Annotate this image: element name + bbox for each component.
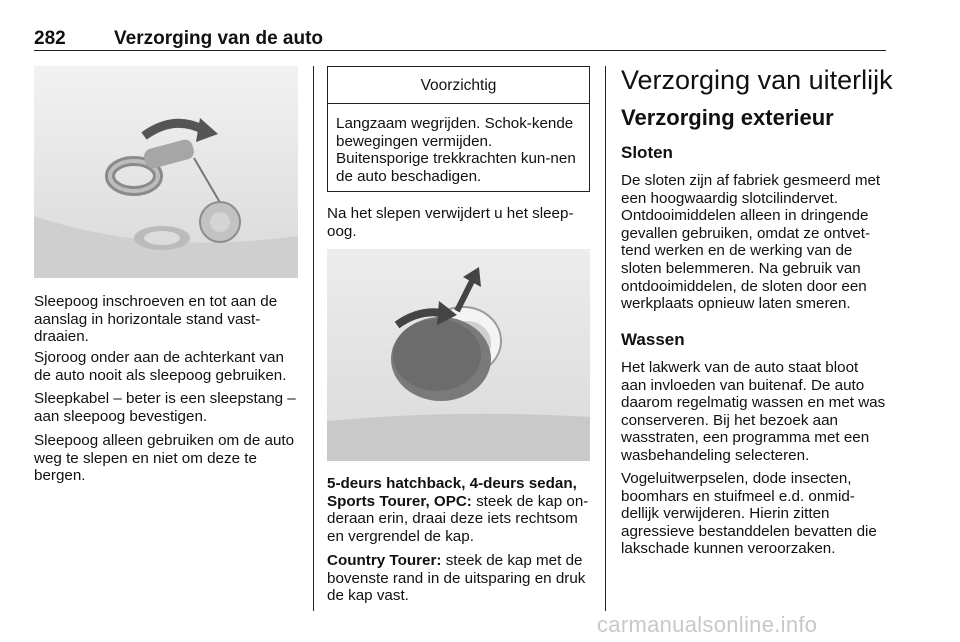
country-tourer-label: Country Tourer: <box>327 552 442 569</box>
hatchback-models-label: 5-deurs hatchback, 4-deurs sedan, Sports Tourer, OPC: <box>327 475 577 510</box>
caution-text: Langzaam wegrijden. Schok-kende bewegingen vermijden. Buitensporige trekkrachten kun-nen de auto beschadigen. <box>336 115 576 185</box>
watermark: carmanualsonline.info <box>597 612 818 637</box>
column-divider-left <box>313 66 314 611</box>
country-tourer-instructions: steek de kap met de bovenste rand in de uitsparing en druk de kap vast. <box>327 552 586 605</box>
paragraph-screw-in: Sleepoog inschroeven en tot aan de aanslag in horizontale stand vast-draaien. <box>34 293 278 346</box>
paragraph-remove-tow-eye: Na het slepen verwijdert u het sleep-oog. <box>327 205 574 240</box>
paragraph-tow-only: Sleepoog alleen gebruiken om de auto weg te slepen en niet om deze te bergen. <box>34 432 295 485</box>
page-title: Verzorging van de auto <box>114 28 324 49</box>
tow-eye-cover-illustration <box>327 249 590 461</box>
washing-paragraph: Het lakwerk van de auto staat bloot aan invloeden van buitenaf. De auto daarom regelmatig wassen en met was conserveren. Bij het bezoek aan wasstraten, een programma met een wasbehandeling selecteren. <box>621 359 886 464</box>
paragraph-hatchback-cover <box>327 475 590 545</box>
washing-heading: Wassen <box>621 330 685 349</box>
tow-eye-screw-in-illustration <box>34 66 298 278</box>
paragraph-lashing-eye: Sjoroog onder aan de achterkant van de auto nooit als sleepoog gebruiken. <box>34 349 287 384</box>
section-heading: Verzorging van uiterlijk <box>621 65 893 95</box>
paragraph-country-tourer-cover <box>327 552 590 605</box>
page-number: 282 <box>34 28 66 49</box>
hatchback-instructions: steek de kap on-deraan erin, draai deze iets rechtsom en vergrendel de kap. <box>327 492 589 545</box>
caution-box <box>327 66 590 192</box>
locks-heading: Sloten <box>621 143 673 162</box>
contaminants-paragraph: Vogeluitwerpselen, dode insecten, boomhars en stuifmeel e.d. onmid-dellijk verwijderen. Hierin zitten agressieve bestanddelen bevatten die lakschade kunnen veroorzaken. <box>621 470 877 558</box>
column-divider-right <box>605 66 606 611</box>
caution-title: Voorzichtig <box>328 67 589 104</box>
locks-paragraph: De sloten zijn af fabriek gesmeerd met een hoogwaardig slotcilindervet. Ontdooimiddelen alleen in dringende gevallen gebruiken, omdat ze ontvet-tend werken en de werking van de sloten belemmeren. Na gebruik van ontdooimiddelen, de sloten door een werkplaats opnieuw laten smeren. <box>621 172 881 313</box>
subsection-heading: Verzorging exterieur <box>621 105 834 130</box>
page-header <box>34 28 886 52</box>
paragraph-tow-cable: Sleepkabel – beter is een sleepstang – aan sleepoog bevestigen. <box>34 390 296 425</box>
header-rule <box>34 50 886 51</box>
